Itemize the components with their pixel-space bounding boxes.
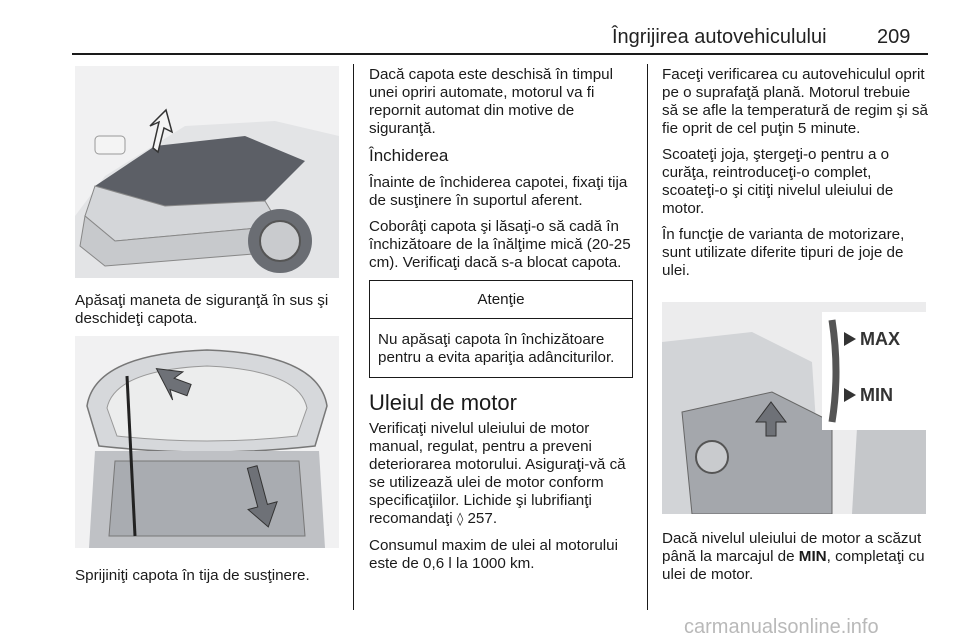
caption-dipstick-text-end: , completaţi cu ulei de motor. [662, 548, 925, 583]
caption-hood-release: Apăsaţi maneta de siguranţă în sus şi deschideţi capota. [75, 292, 329, 327]
heading-closing: Închiderea [369, 146, 449, 165]
caption-dipstick [662, 530, 928, 584]
column-right [662, 66, 928, 288]
paragraph-closing-1: Înainte de închiderea capotei, fixaţi tija de susţinere în suportul aferent. [369, 174, 628, 209]
notice-body: Nu apăsaţi capota în închizătoare pentru a evita apariţia adânciturilor. [378, 331, 615, 366]
paragraph-oil-consumption: Consumul maxim de ulei al motorului este de 0,6 l la 1000 km. [369, 537, 619, 572]
paragraph-autostop-info: Dacă capota este deschisă în timpul unei opriri automate, motorul va fi repornit automat din motive de siguranţă. [369, 66, 613, 137]
page-number: 209 [877, 26, 911, 48]
header-rule [72, 53, 928, 55]
column-divider-right [647, 64, 648, 610]
caption-hood-prop: Sprijiniţi capota în tija de susţinere. [75, 567, 310, 584]
illustration-engine-dipstick [662, 302, 926, 514]
illustration-hood-release [75, 66, 339, 278]
dipstick-max-label: MAX [860, 329, 900, 349]
watermark: carmanualsonline.info [684, 616, 879, 638]
column-divider-left [353, 64, 354, 610]
paragraph-dipstick-procedure: Scoateţi joja, ştergeţi-o pentru a o curăţa, reintroduceţi-o complet, scoateţi-o şi citiţi nivelul uleiului de motor. [662, 146, 894, 217]
page-header-title: Îngrijirea autovehiculului [612, 26, 827, 48]
notice-box [369, 280, 633, 378]
caption-dipstick-text: Dacă nivelul uleiului de motor a scăzut până la marcajul de [662, 530, 922, 565]
oil-check-text: Verificaţi nivelul uleiului de motor manual, regulat, pentru a preveni deteriorarea motorului. Asiguraţi-vă că se utilizează ulei de motor conform specificaţiilor. Lichide şi lubrifianţi recomandaţi [369, 420, 626, 527]
illustration-hood-prop [75, 336, 339, 548]
cross-reference-icon: ◊ [456, 512, 464, 527]
cross-reference-page[interactable]: 257. [467, 510, 498, 527]
caption-min-mark: MIN [798, 548, 827, 565]
notice-title: Atenţie [370, 281, 632, 319]
paragraph-check-conditions: Faceţi verificarea cu autovehiculul oprit pe o suprafaţă plană. Motorul trebuie să se afle la temperatură de regim şi să fie oprit de cel puţin 5 minute. [662, 66, 928, 137]
dipstick-min-label: MIN [860, 385, 893, 405]
column-middle [369, 66, 633, 581]
heading-engine-oil: Uleiul de motor [369, 390, 517, 415]
paragraph-dipstick-types: În funcţie de varianta de motorizare, sunt utilizate diferite tipuri de joje de ulei. [662, 226, 905, 279]
paragraph-closing-2: Coborâţi capota şi lăsaţi-o să cadă în închizătoare de la înălţime mică (20-25 cm). Verificaţi dacă s-a blocat capota. [369, 218, 631, 271]
paragraph-oil-check [369, 420, 633, 529]
